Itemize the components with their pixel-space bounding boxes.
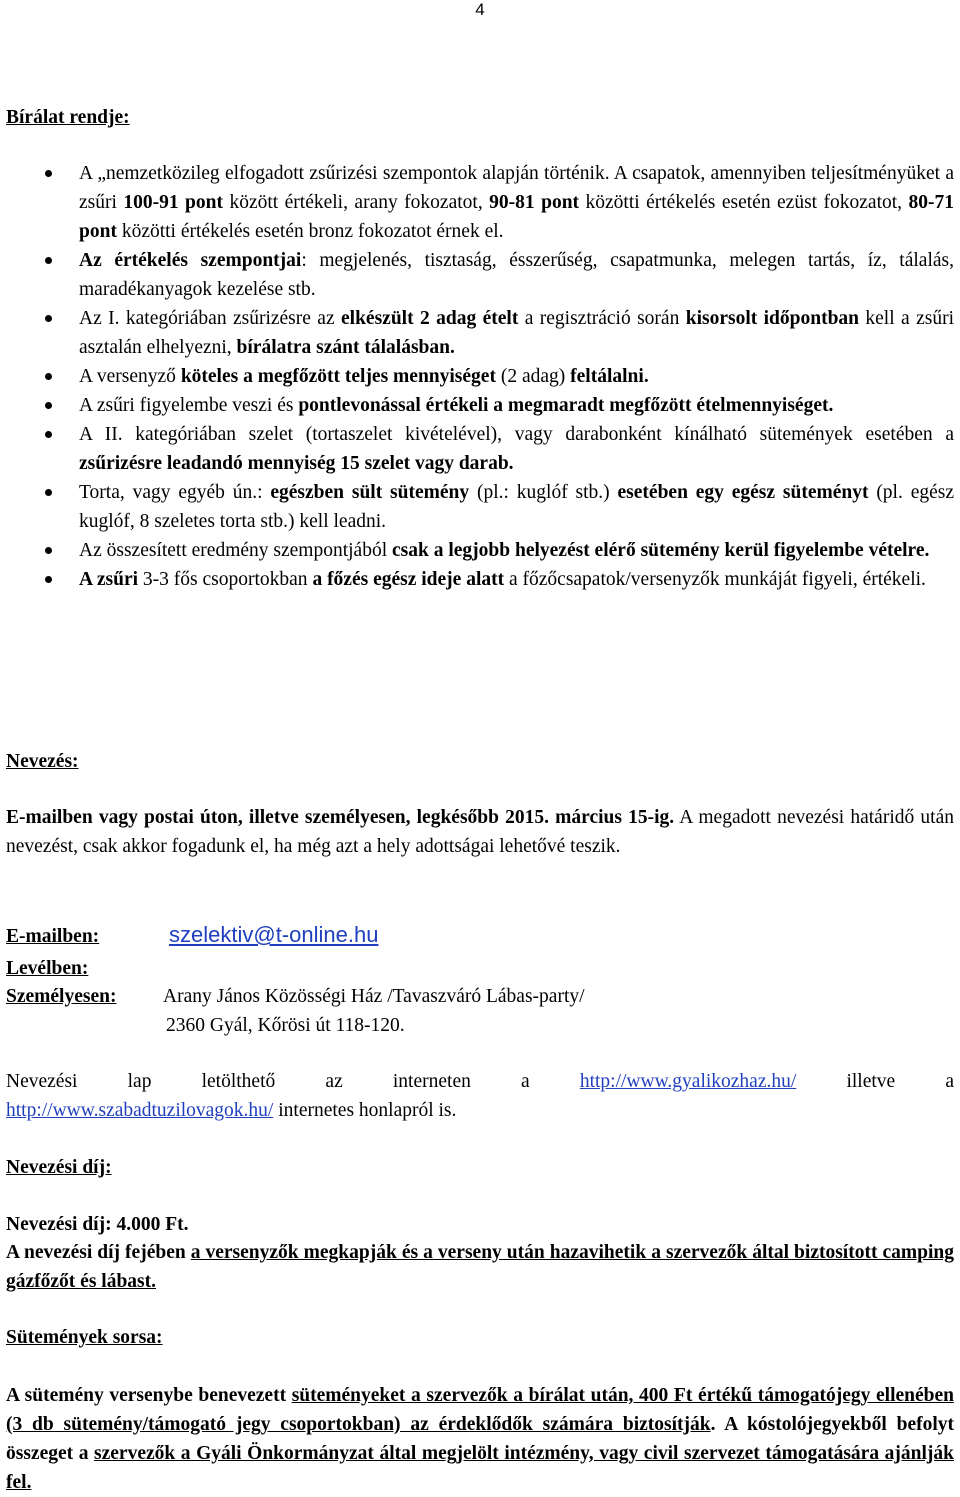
deadline-bold: E-mailben vagy postai úton, illetve személyesen, legkésőbb 2015. március 15-ig. [6,807,675,828]
deadline-paragraph [6,803,954,861]
text-bold: a főzés egész ideje alatt [312,569,505,590]
address-line-1: Arany János Közösségi Ház /Tavaszváró Lábas-party/ [163,986,585,1007]
fee-paragraph [6,1238,954,1296]
text: . A kóstolójegyekből befolyt összeget a [6,1414,955,1464]
email-label: E-mailben: [6,926,100,947]
text: (2 adag) [495,366,571,387]
szabadtuzilovagok-link[interactable]: http://www.szabadtuzilovagok.hu/ [6,1100,274,1121]
list-item [0,246,960,304]
text: kell a zsűri asztalán elhelyezni, [79,308,954,358]
text-bold: A zsűri [79,569,139,590]
deadline-text: A megadott nevezési határidő után nevezést, csak akkor fogadunk el, ha még azt a hely adottságai lehetővé teszik. [6,807,954,857]
text: illetve a [796,1071,955,1092]
text: közötti értékelés esetén bronz fokozatot érnek el. [116,221,504,242]
letter-label: Levélben: [6,958,89,979]
nevezes-heading: Nevezés: [6,751,79,772]
rules-list [0,159,960,594]
text-bold: esetében egy egész süteményt [617,482,869,503]
text-bold: kisorsolt időpontban [685,308,860,329]
text-underlined: szervezők a Gyáli Önkormányzat által megjelölt intézmény, vagy civil szervezet támogatására ajánlják fel. [6,1443,954,1493]
list-item [0,536,960,565]
text: (pl.: kuglóf stb.) [469,482,618,503]
list-item [0,565,960,594]
bullet-icon [45,402,52,409]
text: 3-3 fős csoportokban [138,569,313,590]
bullet-icon [45,315,52,322]
text-underlined: süteményeket a szervezők a bírálat után, 400 Ft értékű támogatójegy ellenében (3 db sütemény/támogató jegy csoportokban) az érdeklődők számára biztosítják [6,1385,954,1435]
text: A zsűri figyelembe veszi és [79,395,299,416]
fee-amount: Nevezési díj: 4.000 Ft. [6,1214,189,1235]
text-bold: elkészült 2 adag ételt [341,308,519,329]
text: a regisztráció során [518,308,686,329]
text: Nevezési lap letölthető az interneten a [6,1071,580,1092]
text: A „nemzetközileg elfogadott zsűrizési szempontok alapján történik. A csapatok, amennyiben teljesítményüket a zsűri [79,163,954,213]
address-line-2: 2360 Gyál, Kőrösi út 118-120. [166,1015,405,1036]
list-item [0,304,960,362]
list-item [0,159,960,246]
bullet-icon [45,547,52,554]
text: Az összesített eredmény szempontjából [79,540,392,561]
list-item [0,362,960,391]
text: a főzőcsapatok/versenyzők munkáját figyeli, értékeli. [504,569,926,590]
bullet-icon [45,170,52,177]
bullet-icon [45,257,52,264]
text: közötti értékelés esetén ezüst fokozatot, [579,192,909,213]
bullet-icon [45,489,52,496]
list-item [0,420,960,478]
text: között értékeli, arany fokozatot, [223,192,490,213]
nevezesi-dij-heading: Nevezési díj: [6,1157,112,1178]
text-bold: csak a legjobb helyezést elérő sütemény kerül figyelembe vételre. [392,540,930,561]
text: (pl. egész kuglóf, 8 szeletes torta stb.) kell leadni. [79,482,954,532]
email-link[interactable]: szelektiv@t-online.hu [169,922,379,947]
download-line-1 [6,1067,954,1096]
text-underlined: a versenyzők megkapják és a verseny után hazavihetik a szervezők által biztosított camping gázfőzőt és lábast. [6,1242,954,1292]
text: A II. kategóriában szelet (tortaszelet kivételével), vagy darabonként kínálható sütemények esetében a [79,424,954,445]
bullet-icon [45,431,52,438]
cake-paragraph [6,1381,954,1497]
text: internetes honlapról is. [273,1100,457,1121]
sutemenyek-heading: Sütemények sorsa: [6,1327,163,1348]
text-bold: egészben sült sütemény [270,482,470,503]
bullet-icon [45,373,52,380]
text: A versenyző [79,366,181,387]
page-number: 4 [475,0,485,19]
text-bold: 90-81 pont [489,192,580,213]
personal-label: Személyesen: [6,986,117,1007]
list-item [0,478,960,536]
bullet-icon [45,576,52,583]
gyalikozhaz-link[interactable]: http://www.gyalikozhaz.hu/ [579,1071,797,1092]
download-line-2 [6,1096,954,1125]
list-item [0,391,960,420]
text: A sütemény versenybe benevezett [6,1385,292,1406]
text-bold: pontlevonással értékeli a megmaradt megfőzött ételmennyiséget. [298,395,834,416]
text-bold: zsűrizésre leadandó mennyiség 15 szelet vagy darab. [79,453,514,474]
text-bold: feltálalni. [570,366,649,387]
text: : megjelenés, tisztaság, ésszerűség, csapatmunka, melegen tartás, íz, tálalás, maradékanyagok kezelése stb. [79,250,954,300]
text-bold: 80-71 pont [79,192,955,242]
text-bold: köteles a megfőzött teljes mennyiséget [180,366,496,387]
biralat-heading: Bírálat rendje: [6,107,130,128]
text: A nevezési díj fejében [6,1242,191,1263]
text-bold: 100-91 pont [123,192,223,213]
text-bold: Az értékelés szempontjai [79,250,302,271]
text-bold: bírálatra szánt tálalásban. [236,337,455,358]
download-paragraph [6,1067,954,1125]
text: Az I. kategóriában zsűrizésre az [79,308,342,329]
text: Torta, vagy egyéb ún.: [79,482,271,503]
